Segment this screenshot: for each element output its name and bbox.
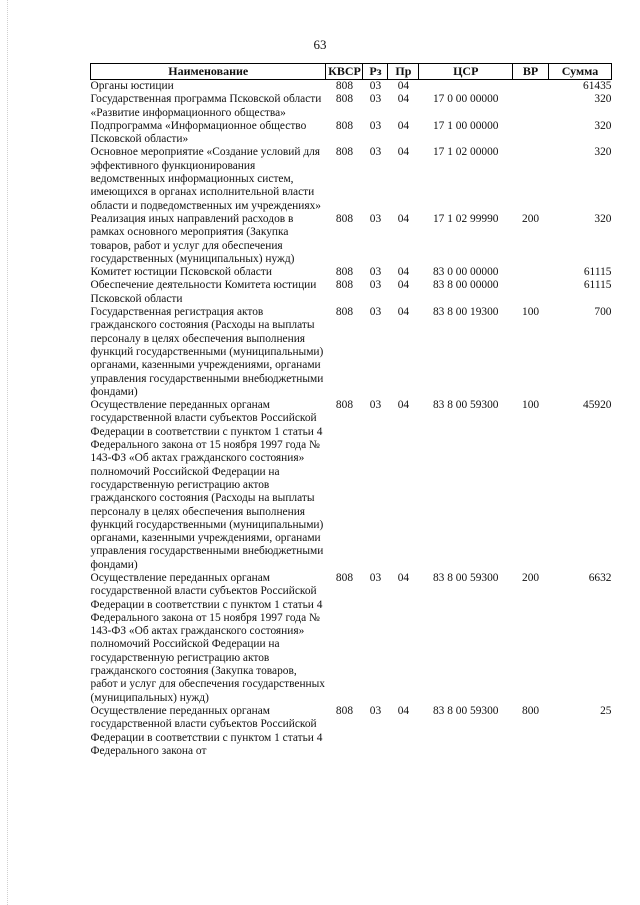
table-row — [91, 266, 612, 279]
row-kvsr: 808 — [335, 571, 354, 584]
row-csr: 17 0 00 00000 — [432, 93, 499, 106]
row-csr: 83 8 00 19300 — [432, 306, 499, 319]
row-pr: 04 — [397, 306, 410, 319]
page-number: 63 — [313, 37, 327, 52]
row-name: Осуществление переданных органам государственной власти субъектов Российской Федерации в соответствии с пунктом 1 статьи 4 Федерального закона от 15 ноября 1997 года № 143-ФЗ «Об актах гражданского состояния» полномочий Российской Федерации на государственную регистрацию актов гражданского состояния (Расходы на выплаты персоналу в целях обеспечения выполнения функций государственными (муниципальными) органами, казенными учреждениями, органами управления государственными внебюджетными фондами) — [90, 399, 324, 571]
row-kvsr: 808 — [335, 80, 354, 92]
header-name: Наименование — [91, 64, 326, 80]
row-sum: 700 — [594, 306, 612, 319]
header-kvsr: КВСР — [326, 64, 363, 80]
row-sum: 320 — [594, 119, 612, 132]
row-name: Осуществление переданных органам государственной власти субъектов Российской Федерации в соответствии с пунктом 1 статьи 4 Федерального закона от — [90, 704, 323, 757]
row-csr: 17 1 00 00000 — [432, 119, 499, 132]
row-rz: 03 — [369, 279, 382, 292]
table-row — [91, 572, 612, 705]
row-kvsr: 808 — [335, 306, 354, 319]
table-row — [91, 306, 612, 399]
row-name: Обеспечение деятельности Комитета юстиции Псковской области — [90, 279, 317, 305]
row-csr: 83 0 00 00000 — [432, 266, 499, 279]
header-csr: ЦСР — [419, 64, 513, 80]
row-pr: 04 — [397, 266, 410, 279]
row-kvsr: 808 — [335, 399, 354, 412]
row-name: Реализация иных направлений расходов в рамках основного мероприятия (Закупка товаров, работ и услуг для обеспечения государственных (муниципальных) нужд) — [90, 212, 295, 265]
row-vr — [513, 120, 549, 147]
header-pr: Пр — [388, 64, 419, 80]
row-csr: 17 1 02 99990 — [432, 212, 499, 225]
row-name: Органы юстиции — [90, 80, 174, 92]
row-rz: 03 — [369, 93, 382, 106]
row-sum: 61115 — [583, 266, 612, 279]
row-vr — [513, 80, 549, 94]
row-rz: 03 — [369, 266, 382, 279]
row-rz: 03 — [369, 119, 382, 132]
row-name: Государственная программа Псковской области «Развитие информационного общества» — [90, 93, 322, 119]
row-name: Основное мероприятие «Создание условий для эффективного функционирования ведомственных информационных систем, имеющихся в органах исполнительной власти области и подведомственных им учреждениях» — [90, 146, 321, 212]
row-sum: 320 — [594, 212, 612, 225]
row-name: Государственная регистрация актов гражданского состояния (Расходы на выплаты персоналу в целях обеспечения выполнения функций государственными (муниципальными) органами, казенными учреждениями, органами управления государственными внебюджетными фондами) — [90, 306, 324, 398]
row-rz: 03 — [369, 399, 382, 412]
row-sum: 320 — [594, 93, 612, 106]
row-vr — [513, 279, 549, 306]
row-rz: 03 — [369, 146, 382, 159]
row-sum: 61115 — [583, 279, 612, 292]
table-row — [91, 80, 612, 94]
row-name: Осуществление переданных органам государственной власти субъектов Российской Федерации в соответствии с пунктом 1 статьи 4 Федерального закона от 15 ноября 1997 года № 143-ФЗ «Об актах гражданского состояния» полномочий Российской Федерации на государственную регистрацию актов гражданского состояния (Закупка товаров, работ и услуг для обеспечения государственных (муниципальных) нужд) — [90, 571, 325, 704]
row-vr: 100 — [522, 399, 540, 412]
row-kvsr: 808 — [335, 119, 354, 132]
row-pr: 04 — [397, 279, 410, 292]
table-row — [91, 213, 612, 266]
row-vr — [513, 93, 549, 120]
row-kvsr: 808 — [335, 704, 354, 717]
row-rz: 03 — [369, 306, 382, 319]
row-rz: 03 — [369, 212, 382, 225]
row-vr: 200 — [522, 212, 540, 225]
row-pr: 04 — [397, 80, 410, 92]
table-row — [91, 279, 612, 306]
row-kvsr: 808 — [335, 146, 354, 159]
row-pr: 04 — [397, 146, 410, 159]
scan-edge-line — [7, 0, 9, 905]
table-row — [91, 705, 612, 758]
row-vr — [513, 146, 549, 212]
row-csr: 83 8 00 59300 — [432, 704, 499, 717]
header-rz: Рз — [363, 64, 388, 80]
row-name: Подпрограмма «Информационное общество Псковской области» — [90, 119, 307, 146]
budget-table — [90, 63, 612, 758]
row-vr: 100 — [522, 306, 540, 319]
table-header-row — [91, 64, 612, 80]
row-vr: 200 — [522, 571, 540, 584]
row-pr: 04 — [397, 93, 410, 106]
row-sum: 45920 — [583, 399, 612, 412]
row-csr: 83 8 00 59300 — [432, 399, 499, 412]
row-pr: 04 — [397, 704, 410, 717]
row-rz: 03 — [369, 704, 382, 717]
row-sum: 25 — [600, 704, 612, 717]
row-kvsr: 808 — [335, 93, 354, 106]
row-pr: 04 — [397, 571, 410, 584]
row-pr: 04 — [397, 119, 410, 132]
row-vr: 800 — [522, 704, 540, 717]
table-row — [91, 399, 612, 572]
table-row — [91, 120, 612, 147]
row-vr — [513, 266, 549, 279]
row-rz: 03 — [369, 80, 382, 92]
row-kvsr: 808 — [335, 266, 354, 279]
row-sum: 320 — [594, 146, 612, 159]
row-name: Комитет юстиции Псковской области — [90, 266, 272, 279]
table-row — [91, 146, 612, 212]
header-sum: Сумма — [549, 64, 612, 80]
row-kvsr: 808 — [335, 212, 354, 225]
row-csr: 83 8 00 00000 — [432, 279, 499, 292]
row-pr: 04 — [397, 399, 410, 412]
table-row — [91, 93, 612, 120]
row-csr: 17 1 02 00000 — [432, 146, 499, 159]
row-rz: 03 — [369, 571, 382, 584]
row-csr — [419, 80, 513, 94]
row-sum: 61435 — [583, 80, 612, 92]
row-sum: 6632 — [588, 571, 612, 584]
header-vr: ВР — [513, 64, 549, 80]
row-csr: 83 8 00 59300 — [432, 571, 499, 584]
row-kvsr: 808 — [335, 279, 354, 292]
row-pr: 04 — [397, 212, 410, 225]
